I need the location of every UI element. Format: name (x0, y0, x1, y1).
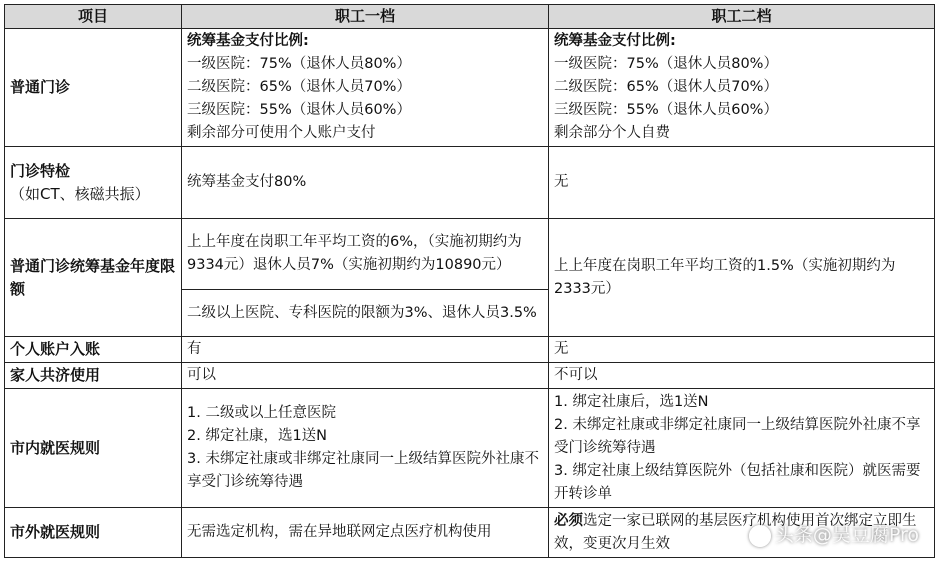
cell-family-tier1: 可以 (182, 363, 549, 389)
cell-limit-tier1a: 上上年度在岗职工年平均工资的6%，（实施初期约为9334元）退休人员7%（实施初期约为10890元） (182, 219, 549, 290)
special-exam-label: 门诊特检 (10, 161, 71, 180)
row-label-annual-limit: 普通门诊统筹基金年度限额 (5, 219, 182, 337)
special-exam-sublabel: （如CT、核磁共振） (10, 184, 150, 203)
row-special-exam (5, 147, 935, 219)
cell-remote-tier1: 无需选定机构，需在异地联网定点医疗机构使用 (182, 508, 549, 558)
remote-tier2-text: 选定一家已联网的基层医疗机构使用首次绑定立即生效，变更次月生效 (554, 512, 917, 552)
outpatient-tier1-line1: 一级医院：75%（退休人员80%） (187, 56, 411, 72)
row-family-sharing (5, 363, 935, 389)
cell-limit-tier1b: 二级以上医院、专科医院的限额为3%、退休人员3.5% (182, 290, 549, 337)
local-tier2-line2: 2. 未绑定社康或非绑定社康同一上级结算医院外社康不享受门诊统筹待遇 (554, 416, 921, 456)
cell-local-tier2 (549, 389, 935, 508)
outpatient-tier1-line4: 剩余部分可使用个人账户支付 (187, 125, 376, 141)
row-label-family-sharing: 家人共济使用 (5, 363, 182, 389)
local-tier2-line3: 3. 绑定社康上级结算医院外（包括社康和医院）就医需要开转诊单 (554, 462, 921, 502)
row-local-rules (5, 389, 935, 508)
cell-special-tier2: 无 (549, 147, 935, 219)
cell-account-tier1: 有 (182, 337, 549, 363)
row-label-special-exam (5, 147, 182, 219)
cell-limit-tier2: 上上年度在岗职工年平均工资的1.5%（实施初期约为2333元） (549, 219, 935, 337)
cell-special-tier1: 统筹基金支付80% (182, 147, 549, 219)
cell-outpatient-tier1 (182, 29, 549, 147)
row-label-local-rules: 市内就医规则 (5, 389, 182, 508)
watermark-logo-icon (749, 525, 771, 547)
local-tier1-line2: 2. 绑定社康，选1送N (187, 428, 328, 444)
comparison-table (4, 4, 935, 558)
local-tier1-line1: 1. 二级或以上任意医院 (187, 405, 336, 421)
outpatient-tier2-line2: 二级医院：65%（退休人员70%） (554, 79, 778, 95)
outpatient-tier1-line2: 二级医院：65%（退休人员70%） (187, 79, 411, 95)
row-outpatient (5, 29, 935, 147)
local-tier1-line3: 3. 未绑定社康或非绑定社康同一上级结算医院外社康不享受门诊统筹待遇 (187, 451, 539, 490)
cell-local-tier1 (182, 389, 549, 508)
outpatient-tier2-line1: 一级医院：75%（退休人员80%） (554, 56, 778, 72)
outpatient-tier1-line3: 三级医院：55%（退休人员60%） (187, 102, 411, 118)
row-personal-account (5, 337, 935, 363)
watermark-text: 头条@吴豆腐Pro (774, 524, 919, 546)
row-annual-limit-a (5, 219, 935, 290)
header-item: 项目 (5, 5, 182, 29)
outpatient-tier2-line3: 三级医院：55%（退休人员60%） (554, 102, 778, 118)
remote-tier2-emphasis: 必须 (554, 512, 583, 529)
watermark (749, 520, 919, 547)
outpatient-tier2-line4: 剩余部分个人自费 (554, 125, 670, 141)
cell-account-tier2: 无 (549, 337, 935, 363)
outpatient-tier2-title: 统筹基金支付比例: (554, 33, 676, 49)
header-row (5, 5, 935, 29)
row-label-remote-rules: 市外就医规则 (5, 508, 182, 558)
outpatient-tier1-title: 统筹基金支付比例: (187, 33, 309, 49)
cell-outpatient-tier2 (549, 29, 935, 147)
header-tier2: 职工二档 (549, 5, 935, 29)
header-tier1: 职工一档 (182, 5, 549, 29)
row-label-personal-account: 个人账户入账 (5, 337, 182, 363)
cell-family-tier2: 不可以 (549, 363, 935, 389)
local-tier2-line1: 1. 绑定社康后，选1送N (554, 393, 709, 410)
row-label-outpatient: 普通门诊 (5, 29, 182, 147)
